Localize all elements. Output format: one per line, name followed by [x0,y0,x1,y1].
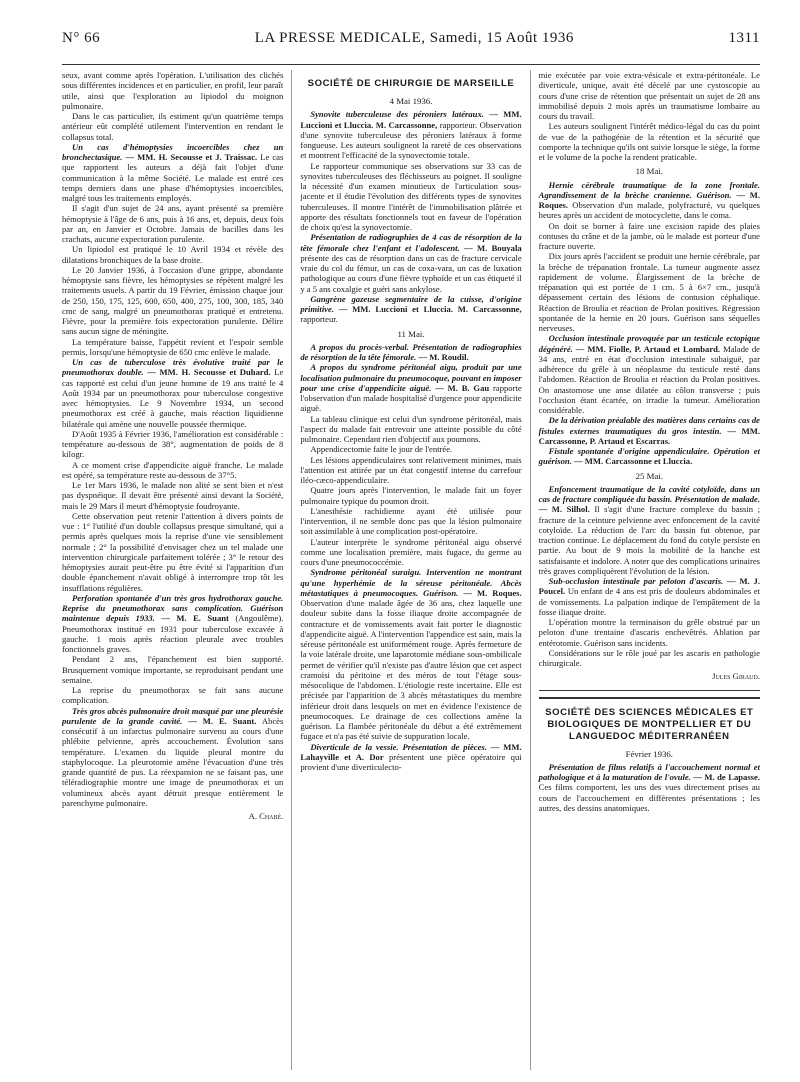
communication-paragraph [539,180,760,221]
communication-text: Le cas rapporté est celui d'un jeune homme de 19 ans traité le 4 Août 1934 par un pneumothorax pour tuberculose congestive avec hémoptysies. Le 9 Novembre 1934, un second pneumothorax est créé à gauche, mais réaction liquidienne bilatérale qui amène une nouvelle poussée thermique. [62,367,284,429]
body-paragraph: L'auteur interprète le syndrome péritonéal aigu observé comme une localisation première, mais fugace, du germe au cours d'une pneumococcémie. [300,536,522,567]
body-paragraph: Le rapporteur communique ses observations sur 33 cas de synovites tuberculeuses des fléchisseurs au poignet. Il souligne la nécessité d'un examen minutieux de l'articulation sous-jacente et il étudie l'évolution des différents types de synovites tuberculeuses. Il montre l'intérêt de l'immobilisation plâtrée et apporte des résultats fonctionnels tout en faveur de l'opération de choix qu'est la synovectomie. [300,160,522,232]
communication-text: Observation d'un malade, polyfracturé, vu quelques heures après un accident de motocyclette, dans le coma. [538,200,760,221]
body-paragraph: La reprise du pneumothorax se fait sans aucune complication. [62,685,284,706]
communication-text: Abcès consécutif à un infarctus pulmonaire survenu au cours d'une phlébite pelvienne, après accouchement. Évolution sans température. L'examen du liquide pleural montre du staphylocoque. La pleurotomie amène l'évacuation d'une très grande quantité de pus. La réexpansion ne se faisant pas, une téléradiographie montre une image de pneumothorax et un volumineux abcès ayant détruit presque entièrement le parenchyme pulmonaire. [62,715,284,808]
communication-authors: — M. J. Poucel. [538,576,760,597]
communication-authors: — M. Silhol. [538,504,590,515]
communication-title: Très gros abcès pulmonaire droit masqué par une pleurésie purulente de la grande cavité. [62,705,284,726]
communication-paragraph [539,333,760,415]
communication-title: Gangrène gazeuse segmentaire de la cuisse, d'origine primitive. [300,293,522,314]
column-right [530,70,760,1070]
communication-title: Hernie cérébrale traumatique de la zone frontale. Agrandissement de la brèche cranienne. Guérison. [538,179,760,200]
communication-authors: — M. B. Gau [435,382,490,393]
body-paragraph: Le 20 Janvier 1936, à l'occasion d'une grippe, abondante hémoptysie sans fièvre, les hémoptysies se répètent malgré les traitements usuels. A partir du 19 Février, émission chaque jour de 250, 150, 175, 125, 600, 650, 400, 275, 100, 300, 185, 340 cmc de sang, malgré un pneumothorax pratiqué et entretenu. Fièvre, pour la première fois expectoration purulente. Délire sans aucun signe de méningite. [62,264,284,337]
communication-title: Présentation de radiographies de 4 cas de résorption de la tête fémorale chez l'enfant et l'adolescent. [300,232,522,253]
communication-text: Un enfant de 4 ans est pris de douleurs abdominales et de vomissements. La palpation indique de l'empâtement de la fosse iliaque droite. [538,586,760,617]
communication-authors: — MM. Luccioni et Lluccia. M. Carcassonne, [338,304,522,314]
communication-paragraph [62,357,283,429]
communication-title: Diverticule de la vessie. Présentation de pièces. [310,741,487,752]
page-number: 1311 [728,30,760,46]
body-paragraph: Pendant 2 ans, l'épanchement est bien supporté. Brusquement vomique importante, se reproduisant pendant une semaine. [62,654,284,685]
communication-authors: — MM. Lahayville et A. Dor [300,741,522,762]
session-date: Février 1936. [625,748,674,759]
body-paragraph: mie exécutée par voie extra-vésicale et extra-péritonéale. Le diverticule, unique, avait été décelé par une cystoscopie au cours d'une crise de rétention que présentait un sujet de 28 ans immobilisé depuis 2 mois après un traumatisme lombaire au cours du travail. [538,70,760,121]
communication-text: présentent une pièce opératoire qui provient d'une diverticulecto- [300,751,522,772]
communication-paragraph [300,362,521,413]
communication-title: Un cas d'hémoptysies incoercibles chez un bronchectasique. [62,141,284,162]
column-left [62,70,283,1070]
body-paragraph: Dans le cas particulier, ils estiment qu'un quatrième temps antérieur eût complété utilement l'intervention en rendant le collapsus total. [62,111,284,142]
body-paragraph: Les lésions appendiculaires sont relativement minimes, mais l'attention est attirée par un état congestif intense du carrefour iléo-cæco-appendiculaire. [300,454,522,485]
communication-title: Présentation de films relatifs à l'accouchement normal et pathologique et à la maturation de l'ovule. [538,761,760,782]
communication-paragraph [300,109,521,160]
society-heading: SOCIÉTÉ DES SCIENCES MÉDICALES ET BIOLOGIQUES DE MONTPELLIER ET DU LANGUEDOC MÉDITERRANÉEN [545,706,754,742]
communication-title: Sub-occlusion intestinale par peloton d'ascaris. [548,576,724,586]
communication-title: Enfoncement traumatique de la cavité cotyloïde, dans un cas de fracture compliquée du bassin. Présentation de malade. [538,483,760,504]
section-divider [539,690,760,699]
communication-paragraph [300,232,521,294]
body-paragraph: Un lipiodol est pratiqué le 10 Avril 1934 et révèle des dilatations bronchiques de la base droite. [62,244,284,265]
communication-paragraph [62,593,283,655]
communication-text: rapporteur. [300,314,338,325]
communication-paragraph [300,567,521,741]
session-date: 11 Mai. [397,328,425,339]
body-paragraph: D'Août 1935 à Février 1936, l'amélioration est considérable : température au-dessous de 38°, augmentation de poids de 8 kilogr. [62,428,284,460]
body-paragraph: La température baisse, l'appétit revient et l'espoir semble permis, lorsqu'une hémoptysie de 650 cmc enlève le malade. [62,336,284,357]
communication-authors: — MM. Carcassonne et Lluccia. [574,456,693,467]
communication-text: rapporteur. Observation d'une synovite tuberculeuse des péroniers latéraux à forme fongueuse. Les auteurs soulignent la rareté de ces observations et montrent l'efficacité de la synovectomie totale. [300,119,522,161]
communication-authors: — MM. H. Secousse et Duhard. [147,367,271,378]
communication-paragraph [62,142,283,204]
communication-title: A propos du syndrome péritonéal aigu, produit par une localisation pulmonaire du pneumocoque, pouvant en imposer pour une crise d'appendicite aiguë. [300,362,522,393]
communication-authors: — MM. Luccioni et Lluccia. M. Carcassonne, [300,109,522,130]
communication-paragraph [539,762,760,813]
body-paragraph: Il s'agit d'un sujet de 24 ans, ayant présenté sa première hémoptysie à l'âge de 6 ans, puis à 16 ans, et, depuis, deux fois par an, en Janvier et Octobre. Jamais de bacilles dans les crachats, aucune expectoration purulente. [62,203,284,244]
communication-title: Perforation spontanée d'un très gros hydrothorax gauche. Reprise du pneumothorax sans complication. Guérison maintenue depuis 1933. [62,592,284,624]
communication-authors: — M. Bouyala [464,242,522,253]
communication-authors: — M. E. Suant [161,613,229,624]
communication-paragraph [300,342,521,363]
signature: A. Chabé. [248,811,284,821]
body-paragraph: Dix jours après l'accident se produit une hernie cérébrale, par la brèche de trépanation frontale. La tumeur augmente assez rapidement de volume. Élargissement de la brèche de trépanation qui est portée de 1 cm. 5 à 6×7 cm., jusqu'à dépassement certain des lésions de contusion céphalique. Réaction de Broulia et réaction de Prolan positives. Régression spontanée de la hernie en 20 jours. Guérison sans séquelles nerveuses. [538,251,760,333]
communication-text: Malade de 34 ans, entré en état d'occlusion intestinale subaiguë, par adhérence du grêle à un néoplasme du testicule resté dans l'abdomen. Réaction de Broulia et réaction du Prolan positives. On anastomose une anse dilatée au côlon transverse ; puis l'occlusion étant écartée, on irradie la tumeur. Amélioration considérable. [538,343,760,415]
column-middle [291,70,521,1070]
communication-paragraph [539,484,760,576]
communication-paragraph [62,706,283,809]
body-paragraph: Considérations sur le rôle joué par les ascaris en pathologie chirurgicale. [538,647,760,668]
body-paragraph: Quatre jours après l'intervention, le malade fait un foyer pulmonaire typique du poumon droit. [300,485,522,506]
communication-text: Le cas que rapportent les auteurs a déjà fait l'objet d'une communication à la même Société. Le malade est entré ces temps derniers dans une phase d'hémoptysies incoercibles, malgré tous les traitements employés. [62,152,284,203]
communication-text: (Angoulême). Pneumothorax institué en 1931 pour tuberculose excavée à gauche. 1 mois après réaction pleurale avec troubles fonctionnels graves. [62,613,284,654]
communication-authors: — M. E. Suant. [188,715,257,726]
communication-authors: — M. Roudil. [418,352,469,362]
communication-paragraph [300,742,521,773]
body-paragraph: seux, avant comme après l'opération. L'utilisation des clichés sous différentes incidences et en particulier, en profil, leur paraît utile, ainsi que l'exploration au lipiodol du moignon pulmonaire. [62,70,284,111]
communication-paragraph [300,294,521,325]
communication-authors: — M. de Lapasse. [693,772,760,782]
society-heading: SOCIÉTÉ DE CHIRURGIE DE MARSEILLE [307,78,515,89]
body-paragraph: Les auteurs soulignent l'intérêt médico-légal du cas du point de vue de la pathogénie de la rétention et la sécurité que comporte la technique qu'ils ont suivie lorsque le siège, la forme et le volume de la poche la rendent praticable. [538,121,760,162]
communication-title: Syndrome péritonéal suraigu. Intervention ne montrant qu'une hyperhémie de la séreuse péritonéale. Abcès métastatiques à pneumocoques. Guérison. [300,567,522,598]
communication-title: Synovite tuberculeuse des péroniers latéraux. [310,109,484,120]
body-paragraph: Appendicectomie faite le jour de l'entrée. [310,444,453,455]
communication-title: De la dérivation préalable des matières dans certains cas de fistules externes traumatiques du gros intestin. [538,415,760,436]
body-paragraph: Cette observation peut retenir l'attention à divers points de vue : 1° l'utilité d'un double collapsus presque simultané, qui a permis après quelques mois la reprise d'une vie sensiblement normale ; 2° la possibilité d'envisager chez un tel malade une intervention chirurgicale parfaitement tolérée ; 3° le retour des hémoptysies aurait peut-être pu être évité si l'apparition d'un double épanchement n'avait obligé à interrompre trop tôt les insufflations régulières. [62,510,284,593]
article-columns [62,70,760,1070]
body-paragraph: A ce moment crise d'appendicite aiguë franche. Le malade est opéré, sa température reste au-dessous de 37°5. [62,459,284,480]
page-header [62,30,760,65]
session-date: 4 Mai 1936. [389,96,433,106]
communication-authors: — MM. Carcassonne, P. Artaud et Escarras. [538,425,760,446]
communication-authors: — MM. H. Secousse et J. Traissac. [125,152,258,162]
journal-title: LA PRESSE MEDICALE, Samedi, 15 Août 1936 [254,30,574,46]
body-paragraph: L'opération montre la terminaison du grêle obstrué par un peloton d'une trentaine d'ascaris enchevêtrés. Ablation par entérotomie. Guérison sans incidents. [538,617,760,648]
signature: Jules Giraud. [712,671,760,682]
communication-text: rapporte l'observation d'un malade hospitalisé d'urgence pour appendicite aiguë. [300,382,522,414]
communication-authors: — M. Roques. [463,587,522,598]
body-paragraph: On doit se borner à faire une excision rapide des plaies contuses du crâne et de la jambe, où le malade est porteur d'une fracture ouverte. [538,220,760,251]
issue-number: N° 66 [62,30,101,46]
body-paragraph: La tableau clinique est celui d'un syndrome péritonéal, mais l'aspect du malade fait entrevoir une atteinte possible du côté pulmonaire. Cependant rien d'objectif aux poumons. [300,413,522,444]
session-date: 25 Mai. [635,470,663,481]
communication-title: Un cas de tuberculose très évolutive traité par le pneumothorax double. [62,357,284,378]
communication-text: Ces films comportent, les uns des vues directement prises au cours de l'accouchement en différentes présentations ; les autres, des dessins anatomiques. [538,782,760,813]
communication-authors: — MM. Fiolle, P. Artaud et Lombard. [575,343,721,354]
communication-title: A propos du procès-verbal. Présentation de radiographies de résorption de la tête fémorale. [300,341,522,362]
communication-text: Observation d'une malade âgée de 36 ans, chez laquelle une douleur subite dans la fosse iliaque droite accompagnée de contracture et de vomissements avait fait porter le diagnostic d'appendicite aiguë. A l'intervention l'appendice est sain, mais la séreuse péritonéale est uniformément rouge. Après fermeture de la voie latérale droite, une laparotomie médiane sous-ombilicale permet de vérifier qu'il n'existe pas d'autre lésion que cet aspect cramoisi du péritoine et des méros de tout l'étage sous-mésocolique de l'abdomen. L'étiologie reste incertaine. Elle est précisée par l'apparition de 3 abcès métastatiques du membre inférieur droit dans lesquels on met en évidence l'existence de pneumocoques. Le drainage de ces collections amène la guérison. La flambée péritonéale du début a été extrêmement fugace et n'a pas été suivie de suppuration locale. [300,598,522,742]
communication-paragraph [539,576,760,617]
communication-authors: — M. Roques. [538,189,760,210]
communication-text: Il s'agit d'une fracture complexe du bassin ; fracture de la ceinture pelvienne avec enfoncement de la cavité cotyloïde. La réduction de l'arc du bassin fut obtenue, par traction continue. Le déplacement du fond du cotyle persiste en partie. Au bout de 9 mois la mobilité de la hanche est satisfaisante et indolore. A noter que des complications urinaires très graves compliquèrent l'évolution de la lésion. [538,504,760,576]
communication-paragraph [539,415,760,446]
communication-title: Fistule spontanée d'origine appendiculaire. Opération et guérison. [538,446,760,467]
communication-paragraph [539,446,760,467]
body-paragraph: L'anesthésie rachidienne ayant été utilisée pour l'intervention, il ne semble donc pas que la lésion pulmonaire soit assimilable à une complication post-opératoire. [300,505,522,537]
session-date: 18 Mai. [635,166,663,177]
communication-title: Occlusion intestinale provoquée par un testicule ectopique dégénéré. [538,333,760,354]
body-paragraph: Le 1er Mars 1936, le malade non alité se sent bien et n'est pas dyspnéique. Il devait être présenté ainsi devant la Société, mais le 29 Mars il meurt d'hémoptysie foudroyante. [62,480,284,511]
communication-text: présente des cas de résorption dans un cas de fracture cervicale vraie du col du fémur, un cas de coxa-vara, un cas de luxation pathologique au cours d'une fièvre typhoïde et un cas étiqueté il y a 5 ans coxalgie et guéri sans ankylose. [300,252,522,294]
